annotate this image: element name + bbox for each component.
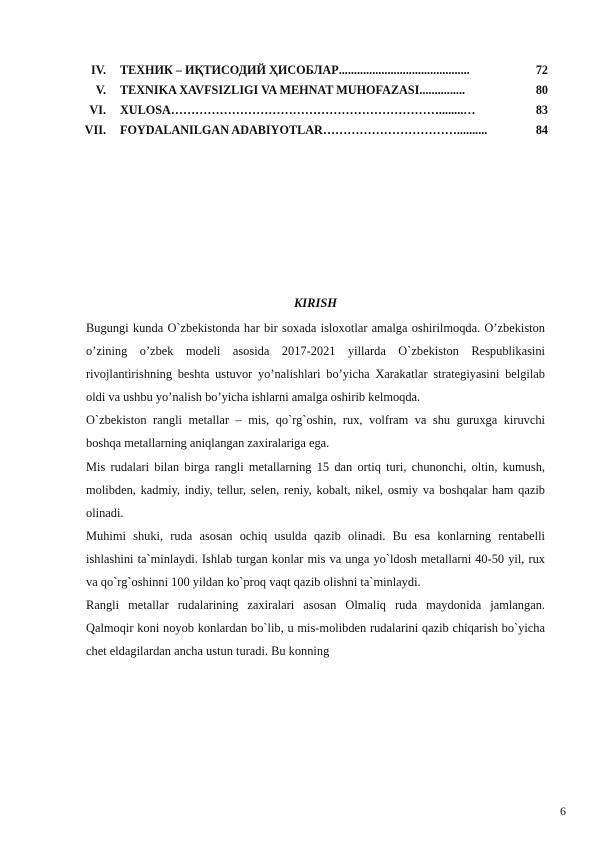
toc-entry-number: VII. bbox=[84, 123, 106, 137]
toc-entry-number: IV. bbox=[90, 63, 106, 77]
table-of-contents bbox=[78, 63, 548, 143]
toc-entry-title: TEXNIKA XAVFSIZLIGI VA MEHNAT MUHOFAZASI bbox=[120, 83, 420, 97]
toc-entry-leader: …………………………………………………………........… bbox=[170, 103, 476, 117]
toc-entry-page: 72 bbox=[535, 63, 548, 77]
toc-entry-title: ТЕХНИК – ИҚТИСОДИЙ ҲИСОБЛАР bbox=[120, 63, 339, 77]
toc-entry bbox=[78, 63, 548, 83]
section-heading: KIRISH bbox=[293, 296, 338, 310]
paragraph: Muhimi shuki, ruda asosan ochiq usulda qazib olinadi. Bu esa konlarning rentabelli ishlashini ta`minlaydi. Ishlab turgan konlar mis va unga yo`ldosh metallarni 40-50 yil, rux va qo`rg`oshinni 100 yildan ko`proq vaqt qazib olishni ta`minlaydi. bbox=[86, 528, 545, 590]
toc-entry-leader: ........................................... bbox=[338, 63, 470, 77]
toc-entry bbox=[78, 83, 548, 103]
toc-entry-page: 80 bbox=[535, 83, 548, 97]
main-content bbox=[86, 293, 545, 663]
toc-entry-number: V. bbox=[95, 83, 106, 97]
toc-entry-title: XULOSA bbox=[120, 103, 171, 117]
toc-entry-page: 83 bbox=[535, 103, 548, 117]
toc-entry-page: 84 bbox=[535, 123, 548, 137]
page-number: 6 bbox=[560, 804, 566, 818]
toc-entry bbox=[78, 103, 548, 123]
toc-entry-title: FOYDALANILGAN ADABIYOTLAR bbox=[120, 123, 323, 137]
paragraph: Bugungi kunda O`zbekistonda har bir soxada isloxotlar amalga oshirilmoqda. O’zbekiston o’zining o’zbek modeli asosida 2017-2021 yillarda O`zbekiston Respublikasini rivojlantirishning beshta ustuvor yo’nalishlari bo’yicha Xarakatlar strategiyasini belgilab oldi va ushbu yo’nalish bo’yicha ishlarni amalga oshirib kelmoqda. bbox=[86, 321, 545, 405]
toc-entry-number: VI. bbox=[89, 103, 106, 117]
toc-entry-leader: …………………………….......... bbox=[322, 123, 488, 137]
toc-entry-leader: ............... bbox=[419, 83, 466, 97]
toc-entry bbox=[78, 123, 548, 143]
paragraph: O`zbekiston rangli metallar – mis, qo`rg`oshin, rux, volfram va shu guruxga kiruvchi boshqa metallarning aniqlangan zaxiralariga ega. bbox=[86, 413, 545, 451]
paragraph: Mis rudalari bilan birga rangli metallarning 15 dan ortiq turi, chunonchi, oltin, kumush, molibden, kadmiy, indiy, tellur, selen, reniy, kobalt, nikel, osmiy va boshqalar ham qazib olinadi. bbox=[86, 459, 545, 520]
paragraph: Rangli metallar rudalarining zaxiralari asosan Olmaliq ruda maydonida jamlangan. Qalmoqir koni noyob konlardan bo`lib, u mis-molibden rudalarini qazib chiqarish bo`yicha chet eldagilardan ancha ustun turadi. Bu konning bbox=[86, 598, 545, 659]
